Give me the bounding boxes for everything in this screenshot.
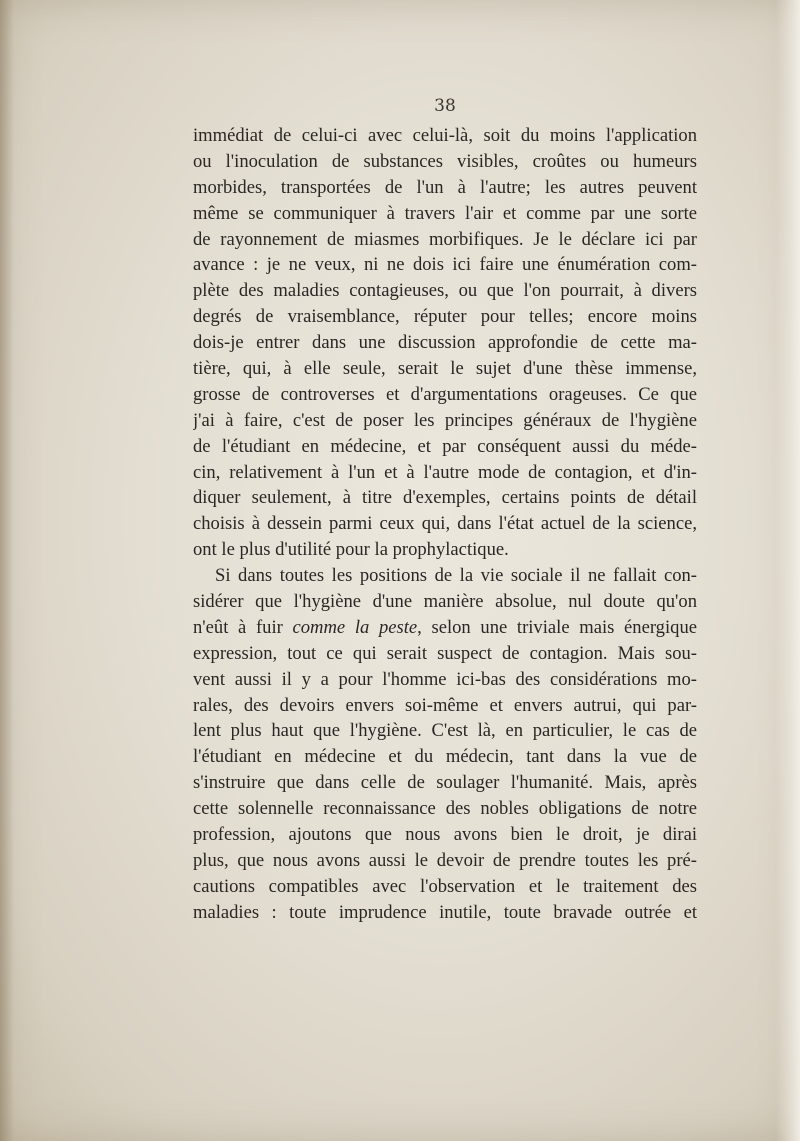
text-segment: , selon une triviale mais énergique: [417, 616, 697, 638]
text-line: cautions compatibles avec l'observation et le traitement des: [193, 875, 697, 897]
text-line: tière, qui, à elle seule, serait le sujet d'une thèse immense,: [193, 358, 697, 380]
text-line: profession, ajoutons que nous avons bien le droit, je dirai: [193, 824, 697, 846]
text-line: sidérer que l'hygiène d'une manière absolue, nul doute qu'on: [193, 591, 697, 613]
text-line: même se communiquer à travers l'air et comme par une sorte: [193, 202, 697, 224]
text-line: ont le plus d'utilité pour la prophylactique.: [193, 539, 509, 561]
text-line: immédiat de celui-ci avec celui-là, soit du moins l'application: [193, 125, 697, 146]
text-line-with-italic: [193, 615, 697, 641]
text-line: s'instruire que dans celle de soulager l'humanité. Mais, après: [193, 772, 697, 794]
text-line: expression, tout ce qui serait suspect de contagion. Mais sou-: [193, 642, 697, 664]
text-line: grosse de controverses et d'argumentations orageuses. Ce que: [193, 383, 697, 405]
text-line: ou l'inoculation de substances visibles, croûtes ou humeurs: [193, 150, 697, 172]
paragraph-2: [193, 563, 697, 925]
text-line: dois-je entrer dans une discussion approfondie de cette ma-: [193, 332, 697, 354]
paragraph-1: [193, 123, 697, 563]
text-line: vent aussi il y a pour l'homme ici-bas des considérations mo-: [193, 668, 697, 690]
text-line: plète des maladies contagieuses, ou que l'on pourrait, à divers: [193, 280, 697, 302]
text-line: maladies : toute imprudence inutile, toute bravade outrée et: [193, 901, 697, 923]
text-line: choisis à dessein parmi ceux qui, dans l'état actuel de la science,: [193, 513, 697, 535]
text-line: morbides, transportées de l'un à l'autre; les autres peuvent: [193, 176, 697, 198]
text-line: de l'étudiant en médecine, et par conséquent aussi du méde-: [193, 435, 697, 457]
text-segment: n'eût à fuir: [193, 616, 293, 638]
text-line: rales, des devoirs envers soi-même et envers autrui, qui par-: [193, 694, 697, 716]
text-line: de rayonnement de miasmes morbifiques. Je le déclare ici par: [193, 228, 697, 250]
text-line: plus, que nous avons aussi le devoir de prendre toutes les pré-: [193, 849, 697, 871]
text-line: j'ai à faire, c'est de poser les principes généraux de l'hygiène: [193, 409, 697, 431]
text-line: cin, relativement à l'un et à l'autre mode de contagion, et d'in-: [193, 461, 697, 483]
text-line: Si dans toutes les positions de la vie sociale il ne fallait con-: [215, 565, 697, 587]
text-line: cette solennelle reconnaissance des nobles obligations de notre: [193, 798, 697, 820]
text-line: l'étudiant en médecine et du médecin, tant dans la vue de: [193, 746, 697, 768]
text-line: degrés de vraisemblance, réputer pour telles; encore moins: [193, 306, 697, 328]
italic-phrase: comme la peste: [292, 616, 418, 638]
text-line: avance : je ne veux, ni ne dois ici faire une énumération com-: [193, 254, 697, 276]
text-line: diquer seulement, à titre d'exemples, certains points de détail: [193, 487, 697, 509]
text-line: lent plus haut que l'hygiène. C'est là, en particulier, le cas de: [193, 720, 697, 742]
body-text: [193, 123, 697, 926]
page-number: 38: [434, 96, 456, 116]
